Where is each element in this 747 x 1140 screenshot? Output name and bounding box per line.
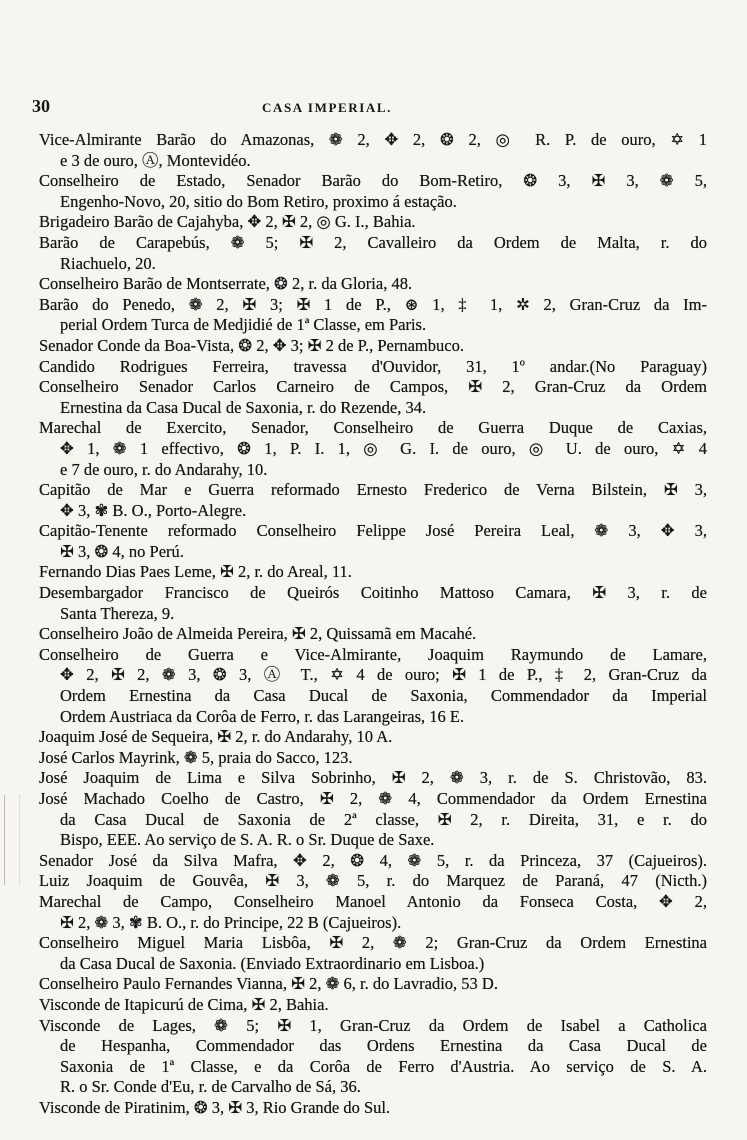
entry-first-line: Barão do Penedo, ❁ 2, ✠ 3; ✠ 1 de P., ⊛ 1, ‡ 1, ✲ 2, Gran-Cruz da Im- bbox=[39, 294, 707, 314]
entry bbox=[39, 130, 707, 171]
entry-first-line: Visconde de Itapicurú de Cima, ✠ 2, Bahia. bbox=[39, 994, 329, 1014]
entry-continuation-line: Ordem Austriaca da Corôa de Ferro, r. das Larangeiras, 16 E. bbox=[60, 706, 465, 726]
entry-first-line: Conselheiro Barão de Montserrate, ❂ 2, r. da Gloria, 48. bbox=[39, 274, 413, 294]
entry-first-line: Visconde de Piratinim, ❂ 3, ✠ 3, Rio Grande do Sul. bbox=[39, 1097, 391, 1117]
entry bbox=[39, 1098, 707, 1119]
entry-continuation-line: Bispo, EEE. Ao serviço de S. A. R. o Sr. Duque de Saxe. bbox=[60, 830, 435, 850]
entry-first-line: Candido Rodrigues Ferreira, travessa d'Ouvidor, 31, 1º andar.(No Paraguay) bbox=[39, 356, 707, 376]
entry bbox=[39, 274, 707, 295]
running-title: CASA IMPERIAL. bbox=[262, 100, 393, 115]
entry-first-line: José Carlos Mayrink, ❁ 5, praia do Sacco, 123. bbox=[39, 747, 353, 767]
entry bbox=[39, 377, 707, 418]
entry bbox=[39, 748, 707, 769]
entry bbox=[39, 521, 707, 562]
entry bbox=[39, 1016, 707, 1098]
entry bbox=[39, 624, 707, 645]
entry-first-line: Conselheiro Paulo Fernandes Vianna, ✠ 2, ❁ 6, r. do Lavradio, 53 D. bbox=[39, 974, 498, 994]
entry bbox=[39, 171, 707, 212]
entry bbox=[39, 892, 707, 933]
entry-first-line: Conselheiro Miguel Maria Lisbôa, ✠ 2, ❁ 2; Gran-Cruz da Ordem Ernestina bbox=[39, 933, 707, 953]
entry-first-line: Capitão-Tenente reformado Conselheiro Felippe José Pereira Leal, ❁ 3, ✥ 3, bbox=[39, 521, 707, 541]
entry-continuation-line: e 3 de ouro, Ⓐ, Montevidéo. bbox=[60, 150, 251, 170]
entry-continuation-line: Riachuelo, 20. bbox=[60, 253, 156, 273]
entry-first-line: Vice-Almirante Barão do Amazonas, ❁ 2, ✥ 2, ❂ 2, ◎ R. P. de ouro, ✡ 1 bbox=[39, 130, 707, 149]
entry-first-line: Marechal de Campo, Conselheiro Manoel Antonio da Fonseca Costa, ✥ 2, bbox=[39, 891, 707, 911]
page-number: 30 bbox=[32, 96, 50, 116]
entry-first-line: Visconde de Lages, ❁ 5; ✠ 1, Gran-Cruz da Ordem de Isabel a Catholica bbox=[39, 1015, 707, 1035]
entry bbox=[39, 727, 707, 748]
entry bbox=[39, 789, 707, 851]
entry-continuation-line: Ernestina da Casa Ducal de Saxonia, r. do Rezende, 34. bbox=[60, 397, 427, 417]
entry bbox=[39, 974, 707, 995]
entry bbox=[39, 336, 707, 357]
entry-continuation-line: Engenho-Novo, 20, sitio do Bom Retiro, proximo á estação. bbox=[60, 191, 457, 211]
entry-first-line: Senador José da Silva Mafra, ✥ 2, ❂ 4, ❁ 5, r. da Princeza, 37 (Cajueiros). bbox=[39, 850, 707, 870]
entry-continuation-line: ✥ 2, ✠ 2, ❁ 3, ❂ 3, Ⓐ T., ✡ 4 de ouro; ✠ 1 de P., ‡ 2, Gran-Cruz da bbox=[60, 665, 707, 685]
entry-continuation-line: Ordem Ernestina da Casa Ducal de Saxonia, Commendador da Imperial bbox=[60, 686, 707, 706]
entry-continuation-line: R. o Sr. Conde d'Eu, r. de Carvalho de Sá, 36. bbox=[60, 1077, 361, 1097]
entry-first-line: Desembargador Francisco de Queirós Coitinho Mattoso Camara, ✠ 3, r. de bbox=[39, 583, 707, 603]
page-edge-mark bbox=[4, 795, 20, 885]
entry-first-line: Conselheiro Senador Carlos Carneiro de Campos, ✠ 2, Gran-Cruz da Ordem bbox=[39, 377, 707, 397]
entry bbox=[39, 480, 707, 521]
entry-first-line: Capitão de Mar e Guerra reformado Ernesto Frederico de Verna Bilstein, ✠ 3, bbox=[39, 480, 707, 500]
entry-first-line: Conselheiro João de Almeida Pereira, ✠ 2, Quissamã em Macahé. bbox=[39, 624, 477, 644]
entry bbox=[39, 933, 707, 974]
entry-continuation-line: da Casa Ducal de Saxonia. (Enviado Extraordinario em Lisboa.) bbox=[60, 953, 485, 973]
entry-continuation-line: perial Ordem Turca de Medjidié de 1ª Classe, em Paris. bbox=[60, 315, 427, 335]
entry-continuation-line: Santa Thereza, 9. bbox=[60, 603, 175, 623]
entry-first-line: Conselheiro de Guerra e Vice-Almirante, Joaquim Raymundo de Lamare, bbox=[39, 644, 707, 664]
entry-first-line: José Machado Coelho de Castro, ✠ 2, ❁ 4, Commendador da Ordem Ernestina bbox=[39, 789, 707, 808]
entry-first-line: Barão de Carapebús, ❁ 5; ✠ 2, Cavalleiro da Ordem de Malta, r. do bbox=[39, 232, 707, 252]
entry bbox=[39, 212, 707, 233]
entry-first-line: Senador Conde da Boa-Vista, ❂ 2, ✥ 3; ✠ 2 de P., Pernambuco. bbox=[39, 335, 464, 355]
entry bbox=[39, 295, 707, 336]
entry-first-line: José Joaquim de Lima e Silva Sobrinho, ✠ 2, ❁ 3, r. de S. Christovão, 83. bbox=[39, 768, 707, 788]
entry-continuation-line: da Casa Ducal de Saxonia de 2ª classe, ✠ 2, r. Direita, 31, e r. do bbox=[60, 809, 707, 829]
entry-first-line: Luiz Joaquim de Gouvêa, ✠ 3, ❁ 5, r. do Marquez de Paraná, 47 (Nicth.) bbox=[39, 871, 707, 891]
entry bbox=[39, 995, 707, 1016]
entry-first-line: Joaquim José de Sequeira, ✠ 2, r. do Andarahy, 10 A. bbox=[39, 727, 393, 747]
entry bbox=[39, 851, 707, 872]
entry-continuation-line: ✠ 3, ❂ 4, no Perú. bbox=[60, 541, 184, 561]
entry-continuation-line: e 7 de ouro, r. do Andarahy, 10. bbox=[60, 459, 268, 479]
entry-first-line: Fernando Dias Paes Leme, ✠ 2, r. do Areal, 11. bbox=[39, 562, 352, 582]
entry bbox=[39, 357, 707, 378]
entry-first-line: Marechal de Exercito, Senador, Conselheiro de Guerra Duque de Caxias, bbox=[39, 418, 707, 438]
entry-continuation-line: de Hespanha, Commendador das Ordens Ernestina da Casa Ducal de bbox=[60, 1036, 707, 1056]
entry bbox=[39, 418, 707, 480]
entry-continuation-line: ✠ 2, ❁ 3, ✾ B. O., r. do Principe, 22 B (Cajueiros). bbox=[60, 912, 402, 932]
entry bbox=[39, 583, 707, 624]
entry bbox=[39, 562, 707, 583]
entry-continuation-line: ✥ 3, ✾ B. O., Porto-Alegre. bbox=[60, 500, 247, 520]
entry bbox=[39, 768, 707, 789]
entry-continuation-line: ✥ 1, ❁ 1 effectivo, ❂ 1, P. I. 1, ◎ G. I. de ouro, ◎ U. de ouro, ✡ 4 bbox=[60, 438, 707, 458]
entry-list bbox=[39, 130, 707, 1119]
entry bbox=[39, 871, 707, 892]
entry bbox=[39, 645, 707, 727]
entry-first-line: Conselheiro de Estado, Senador Barão do Bom-Retiro, ❂ 3, ✠ 3, ❁ 5, bbox=[39, 171, 707, 191]
entry-continuation-line: Saxonia de 1ª Classe, e da Corôa de Ferro d'Austria. Ao serviço de S. A. bbox=[60, 1056, 707, 1076]
entry-first-line: Brigadeiro Barão de Cajahyba, ✥ 2, ✠ 2, ◎ G. I., Bahia. bbox=[39, 212, 416, 232]
entry bbox=[39, 233, 707, 274]
